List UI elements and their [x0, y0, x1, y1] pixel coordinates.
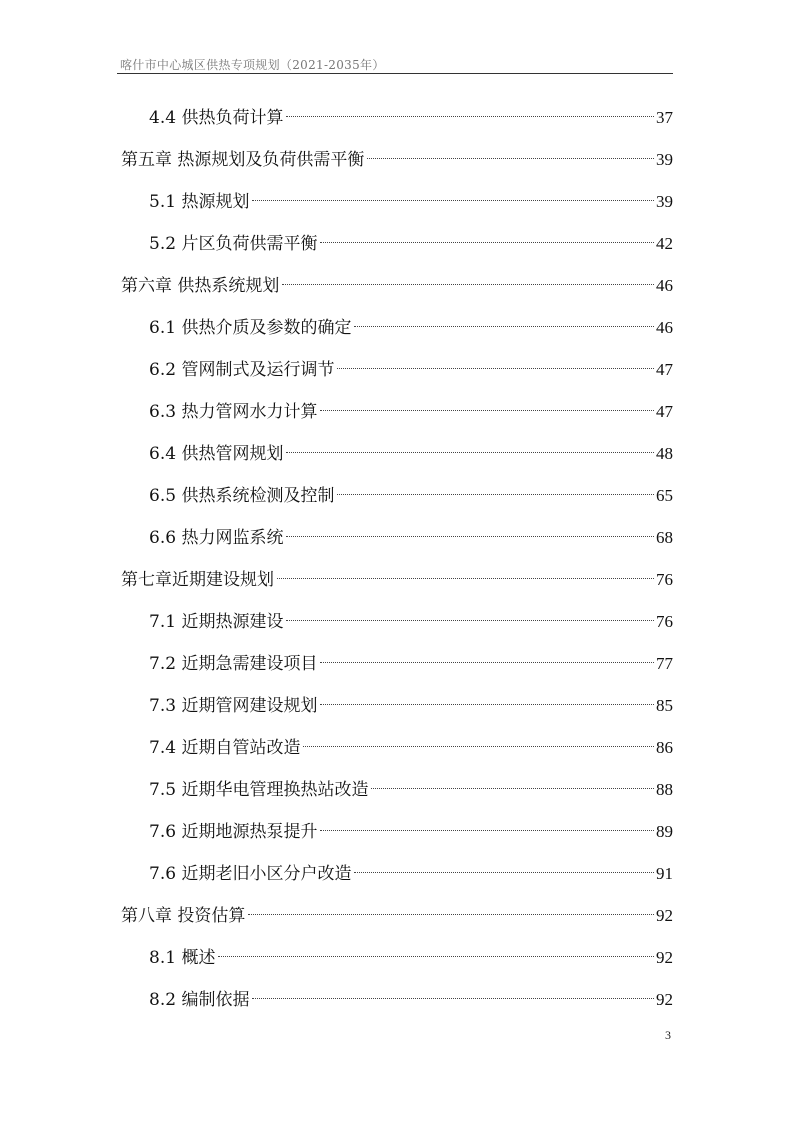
toc-entry-page: 39 [656, 150, 673, 169]
toc-entry-label: 4.4 供热负荷计算 [149, 108, 284, 128]
toc-entry-page: 39 [656, 192, 673, 211]
toc-leader-dots [218, 956, 654, 957]
toc-entry-label: 6.2 管网制式及运行调节 [149, 360, 335, 380]
toc-entry-page: 42 [656, 234, 673, 253]
toc-entry-label: 7.6 近期地源热泵提升 [149, 822, 318, 842]
toc-entry-8-1[interactable] [149, 937, 673, 979]
toc-entry-label: 第六章 供热系统规划 [121, 276, 280, 296]
toc-leader-dots [320, 242, 654, 243]
toc-leader-dots [286, 116, 654, 117]
toc-leader-dots [252, 200, 654, 201]
toc-entry-page: 88 [656, 780, 673, 799]
toc-entry-page: 47 [656, 360, 673, 379]
toc-entry-label: 7.1 近期热源建设 [149, 612, 284, 632]
toc-entry-7-1[interactable] [149, 601, 673, 643]
toc-entry-page: 76 [656, 612, 673, 631]
toc-leader-dots [337, 368, 654, 369]
toc-entry-label: 8.1 概述 [149, 948, 216, 968]
toc-entry-label: 第八章 投资估算 [121, 906, 246, 926]
toc-entry-label: 第七章近期建设规划 [121, 570, 274, 590]
toc-entry-page: 85 [656, 696, 673, 715]
toc-leader-dots [303, 746, 654, 747]
toc-entry-label: 7.2 近期急需建设项目 [149, 654, 318, 674]
toc-leader-dots [252, 998, 654, 999]
toc-entry-page: 91 [656, 864, 673, 883]
toc-entry-page: 86 [656, 738, 673, 757]
toc-leader-dots [286, 452, 654, 453]
toc-entry-7-2[interactable] [149, 643, 673, 685]
toc-entry-6-2[interactable] [149, 349, 673, 391]
toc-entry-label: 6.6 热力网监系统 [149, 528, 284, 548]
toc-entry-6-3[interactable] [149, 391, 673, 433]
toc-entry-page: 92 [656, 948, 673, 967]
toc-entry-chapter-5[interactable] [121, 139, 673, 181]
toc-leader-dots [371, 788, 654, 789]
toc-entry-page: 37 [656, 108, 673, 127]
toc-entry-7-4[interactable] [149, 727, 673, 769]
header-divider [117, 73, 673, 74]
toc-leader-dots [286, 620, 654, 621]
toc-entry-7-6b[interactable] [149, 853, 673, 895]
toc-leader-dots [354, 326, 654, 327]
toc-leader-dots [320, 704, 654, 705]
toc-entry-label: 第五章 热源规划及负荷供需平衡 [121, 150, 365, 170]
toc-entry-label: 7.5 近期华电管理换热站改造 [149, 780, 369, 800]
toc-entry-6-6[interactable] [149, 517, 673, 559]
toc-entry-page: 92 [656, 906, 673, 925]
toc-leader-dots [277, 578, 654, 579]
toc-entry-7-6a[interactable] [149, 811, 673, 853]
toc-entry-page: 68 [656, 528, 673, 547]
toc-entry-7-3[interactable] [149, 685, 673, 727]
toc-entry-page: 46 [656, 318, 673, 337]
toc-entry-label: 8.2 编制依据 [149, 990, 250, 1010]
toc-entry-page: 65 [656, 486, 673, 505]
toc-leader-dots [337, 494, 654, 495]
toc-leader-dots [354, 872, 654, 873]
toc-leader-dots [320, 662, 654, 663]
toc-entry-label: 6.3 热力管网水力计算 [149, 402, 318, 422]
toc-entry-chapter-7[interactable] [121, 559, 673, 601]
toc-entry-page: 92 [656, 990, 673, 1009]
toc-leader-dots [320, 410, 654, 411]
toc-entry-5-1[interactable] [149, 181, 673, 223]
toc-entry-label: 7.4 近期自管站改造 [149, 738, 301, 758]
toc-entry-page: 46 [656, 276, 673, 295]
toc-entry-page: 76 [656, 570, 673, 589]
toc-entry-label: 5.1 热源规划 [149, 192, 250, 212]
toc-entry-chapter-6[interactable] [121, 265, 673, 307]
toc-entry-page: 89 [656, 822, 673, 841]
toc-leader-dots [248, 914, 654, 915]
toc-leader-dots [367, 158, 654, 159]
toc-entry-label: 7.3 近期管网建设规划 [149, 696, 318, 716]
toc-entry-6-4[interactable] [149, 433, 673, 475]
running-header: 喀什市中心城区供热专项规划（2021-2035年） [120, 58, 385, 72]
toc-entry-8-2[interactable] [149, 979, 673, 1021]
toc-entry-6-5[interactable] [149, 475, 673, 517]
toc-entry-label: 7.6 近期老旧小区分户改造 [149, 864, 352, 884]
toc-leader-dots [320, 830, 654, 831]
toc-leader-dots [286, 536, 654, 537]
toc-entry-page: 48 [656, 444, 673, 463]
toc-entry-label: 6.1 供热介质及参数的确定 [149, 318, 352, 338]
toc-entry-4-4[interactable] [149, 97, 673, 139]
toc-entry-page: 77 [656, 654, 673, 673]
toc-entry-label: 5.2 片区负荷供需平衡 [149, 234, 318, 254]
toc-entry-chapter-8[interactable] [121, 895, 673, 937]
toc-entry-6-1[interactable] [149, 307, 673, 349]
toc-entry-page: 47 [656, 402, 673, 421]
toc-leader-dots [282, 284, 654, 285]
page-number: 3 [665, 1028, 671, 1042]
toc-entry-label: 6.4 供热管网规划 [149, 444, 284, 464]
toc-entry-label: 6.5 供热系统检测及控制 [149, 486, 335, 506]
toc-entry-5-2[interactable] [149, 223, 673, 265]
toc-entry-7-5[interactable] [149, 769, 673, 811]
